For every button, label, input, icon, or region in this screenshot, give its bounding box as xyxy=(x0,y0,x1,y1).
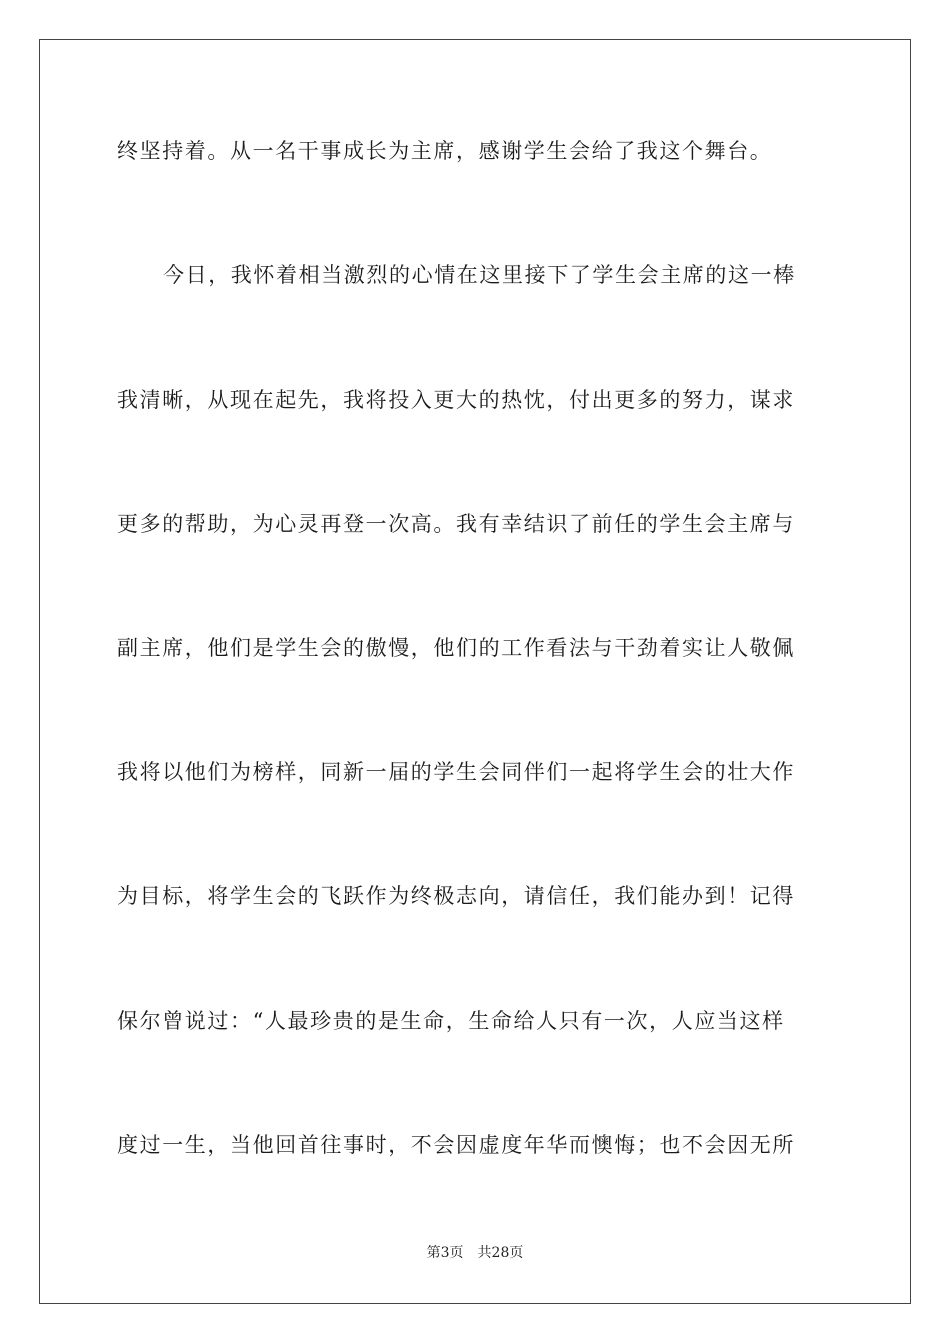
text-line-7: 为目标，将学生会的飞跃作为终极志向，请信任，我们能办到！记得 xyxy=(117,884,795,908)
text-line-6: 我将以他们为榜样，同新一届的学生会同伴们一起将学生会的壮大作 xyxy=(117,760,795,784)
text-line-9: 度过一生，当他回首往事时，不会因虚度年华而懊悔；也不会因无所 xyxy=(117,1133,795,1157)
page-number: 第3页 xyxy=(426,1245,464,1261)
text-line-1: 终坚持着。从一名干事成长为主席，感谢学生会给了我这个舞台。 xyxy=(117,139,773,163)
text-line-2: 今日，我怀着相当激烈的心情在这里接下了学生会主席的这一棒 xyxy=(163,263,796,287)
page-border xyxy=(39,39,911,1304)
text-line-4: 更多的帮助，为心灵再登一次高。我有幸结识了前任的学生会主席与 xyxy=(117,512,795,536)
page-footer xyxy=(0,1244,950,1262)
text-line-5: 副主席，他们是学生会的傲慢，他们的工作看法与干劲着实让人敬佩 xyxy=(117,636,795,660)
text-line-8: 保尔曾说过：“人最珍贵的是生命，生命给人只有一次，人应当这样 xyxy=(117,1009,785,1033)
page-total: 共28页 xyxy=(477,1245,524,1261)
text-line-3: 我清晰，从现在起先，我将投入更大的热忱，付出更多的努力，谋求 xyxy=(117,388,795,412)
